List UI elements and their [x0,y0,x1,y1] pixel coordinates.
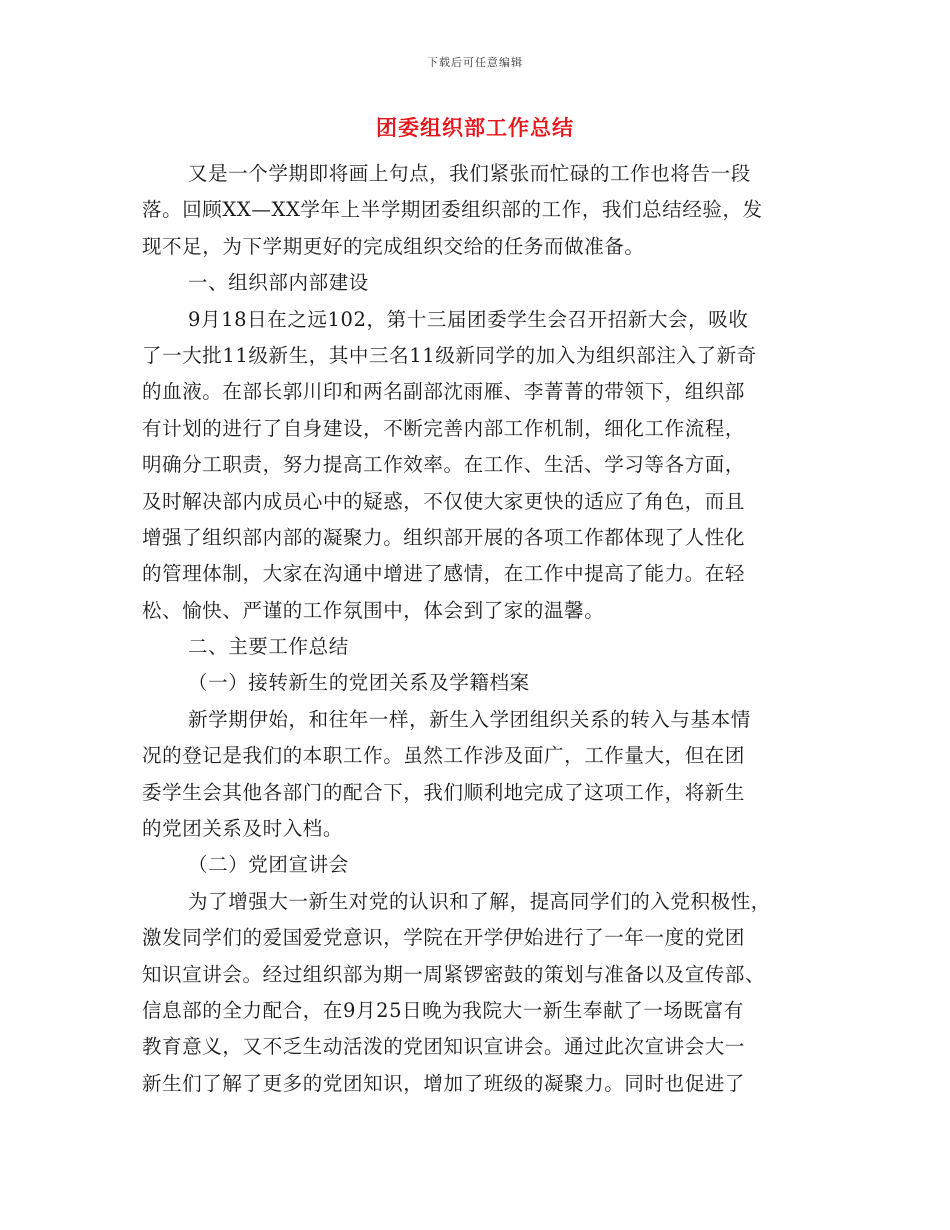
text-line: 新生们了解了更多的党团知识，增加了班级的凝聚力。同时也促进了 [142,1071,746,1095]
text-line: 况的登记是我们的本职工作。虽然工作涉及面广，工作量大，但在团 [142,744,746,768]
text-line: 落。回顾XX—XX学年上半学期团委组织部的工作，我们总结经验，发 [142,198,763,222]
text-line: 的管理体制，大家在沟通中增进了感情，在工作中提高了能力。在轻 [142,562,746,586]
text-line: 一、组织部内部建设 [188,271,369,295]
text-line: 的血液。在部长郭川印和两名副部沈雨雁、李菁菁的带领下，组织部 [142,380,746,404]
header-note: 下载后可任意编辑 [427,56,523,69]
text-line: 信息部的全力配合，在9月25日晚为我院大一新生奉献了一场既富有 [142,998,744,1022]
text-line: 明确分工职责，努力提高工作效率。在工作、生活、学习等各方面， [142,453,746,477]
text-line: （二）党团宣讲会 [188,853,349,877]
text-line: （一）接转新生的党团关系及学籍档案 [188,671,530,695]
text-line: 为了增强大一新生对党的认识和了解，提高同学们的入党积极性， [188,889,771,913]
text-line: 又是一个学期即将画上句点，我们紧张而忙碌的工作也将告一段 [188,162,751,185]
text-line: 委学生会其他各部门的配合下，我们顺利地完成了这项工作，将新生 [142,780,746,804]
text-line: 及时解决部内成员心中的疑惑，不仅使大家更快的适应了角色，而且 [142,489,746,513]
text-line: 增强了组织部内部的凝聚力。组织部开展的各项工作都体现了人性化 [142,525,746,549]
text-line: 的党团关系及时入档。 [142,817,344,841]
text-line: 了一大批11级新生，其中三名11级新同学的加入为组织部注入了新奇 [142,343,757,367]
text-line: 新学期伊始，和往年一样，新生入学团组织关系的转入与基本情 [188,707,751,731]
text-line: 二、主要工作总结 [188,635,349,659]
text-line: 9月18日在之远102，第十三届团委学生会召开招新大会，吸收 [188,307,749,331]
text-line: 知识宣讲会。经过组织部为期一周紧锣密鼓的策划与准备以及宣传部、 [142,962,766,986]
text-line: 有计划的进行了自身建设，不断完善内部工作机制，细化工作流程， [142,416,746,440]
document-title: 团委组织部工作总结 [376,115,574,140]
text-line: 激发同学们的爱国爱党意识，学院在开学伊始进行了一年一度的党团 [142,926,746,950]
document-body [142,156,812,1102]
text-line: 松、愉快、严谨的工作氛围中，体会到了家的温馨。 [142,598,605,622]
text-line: 现不足，为下学期更好的完成组织交给的任务而做准备。 [142,234,645,258]
text-line: 教育意义，又不乏生动活泼的党团知识宣讲会。通过此次宣讲会大一 [142,1035,746,1059]
